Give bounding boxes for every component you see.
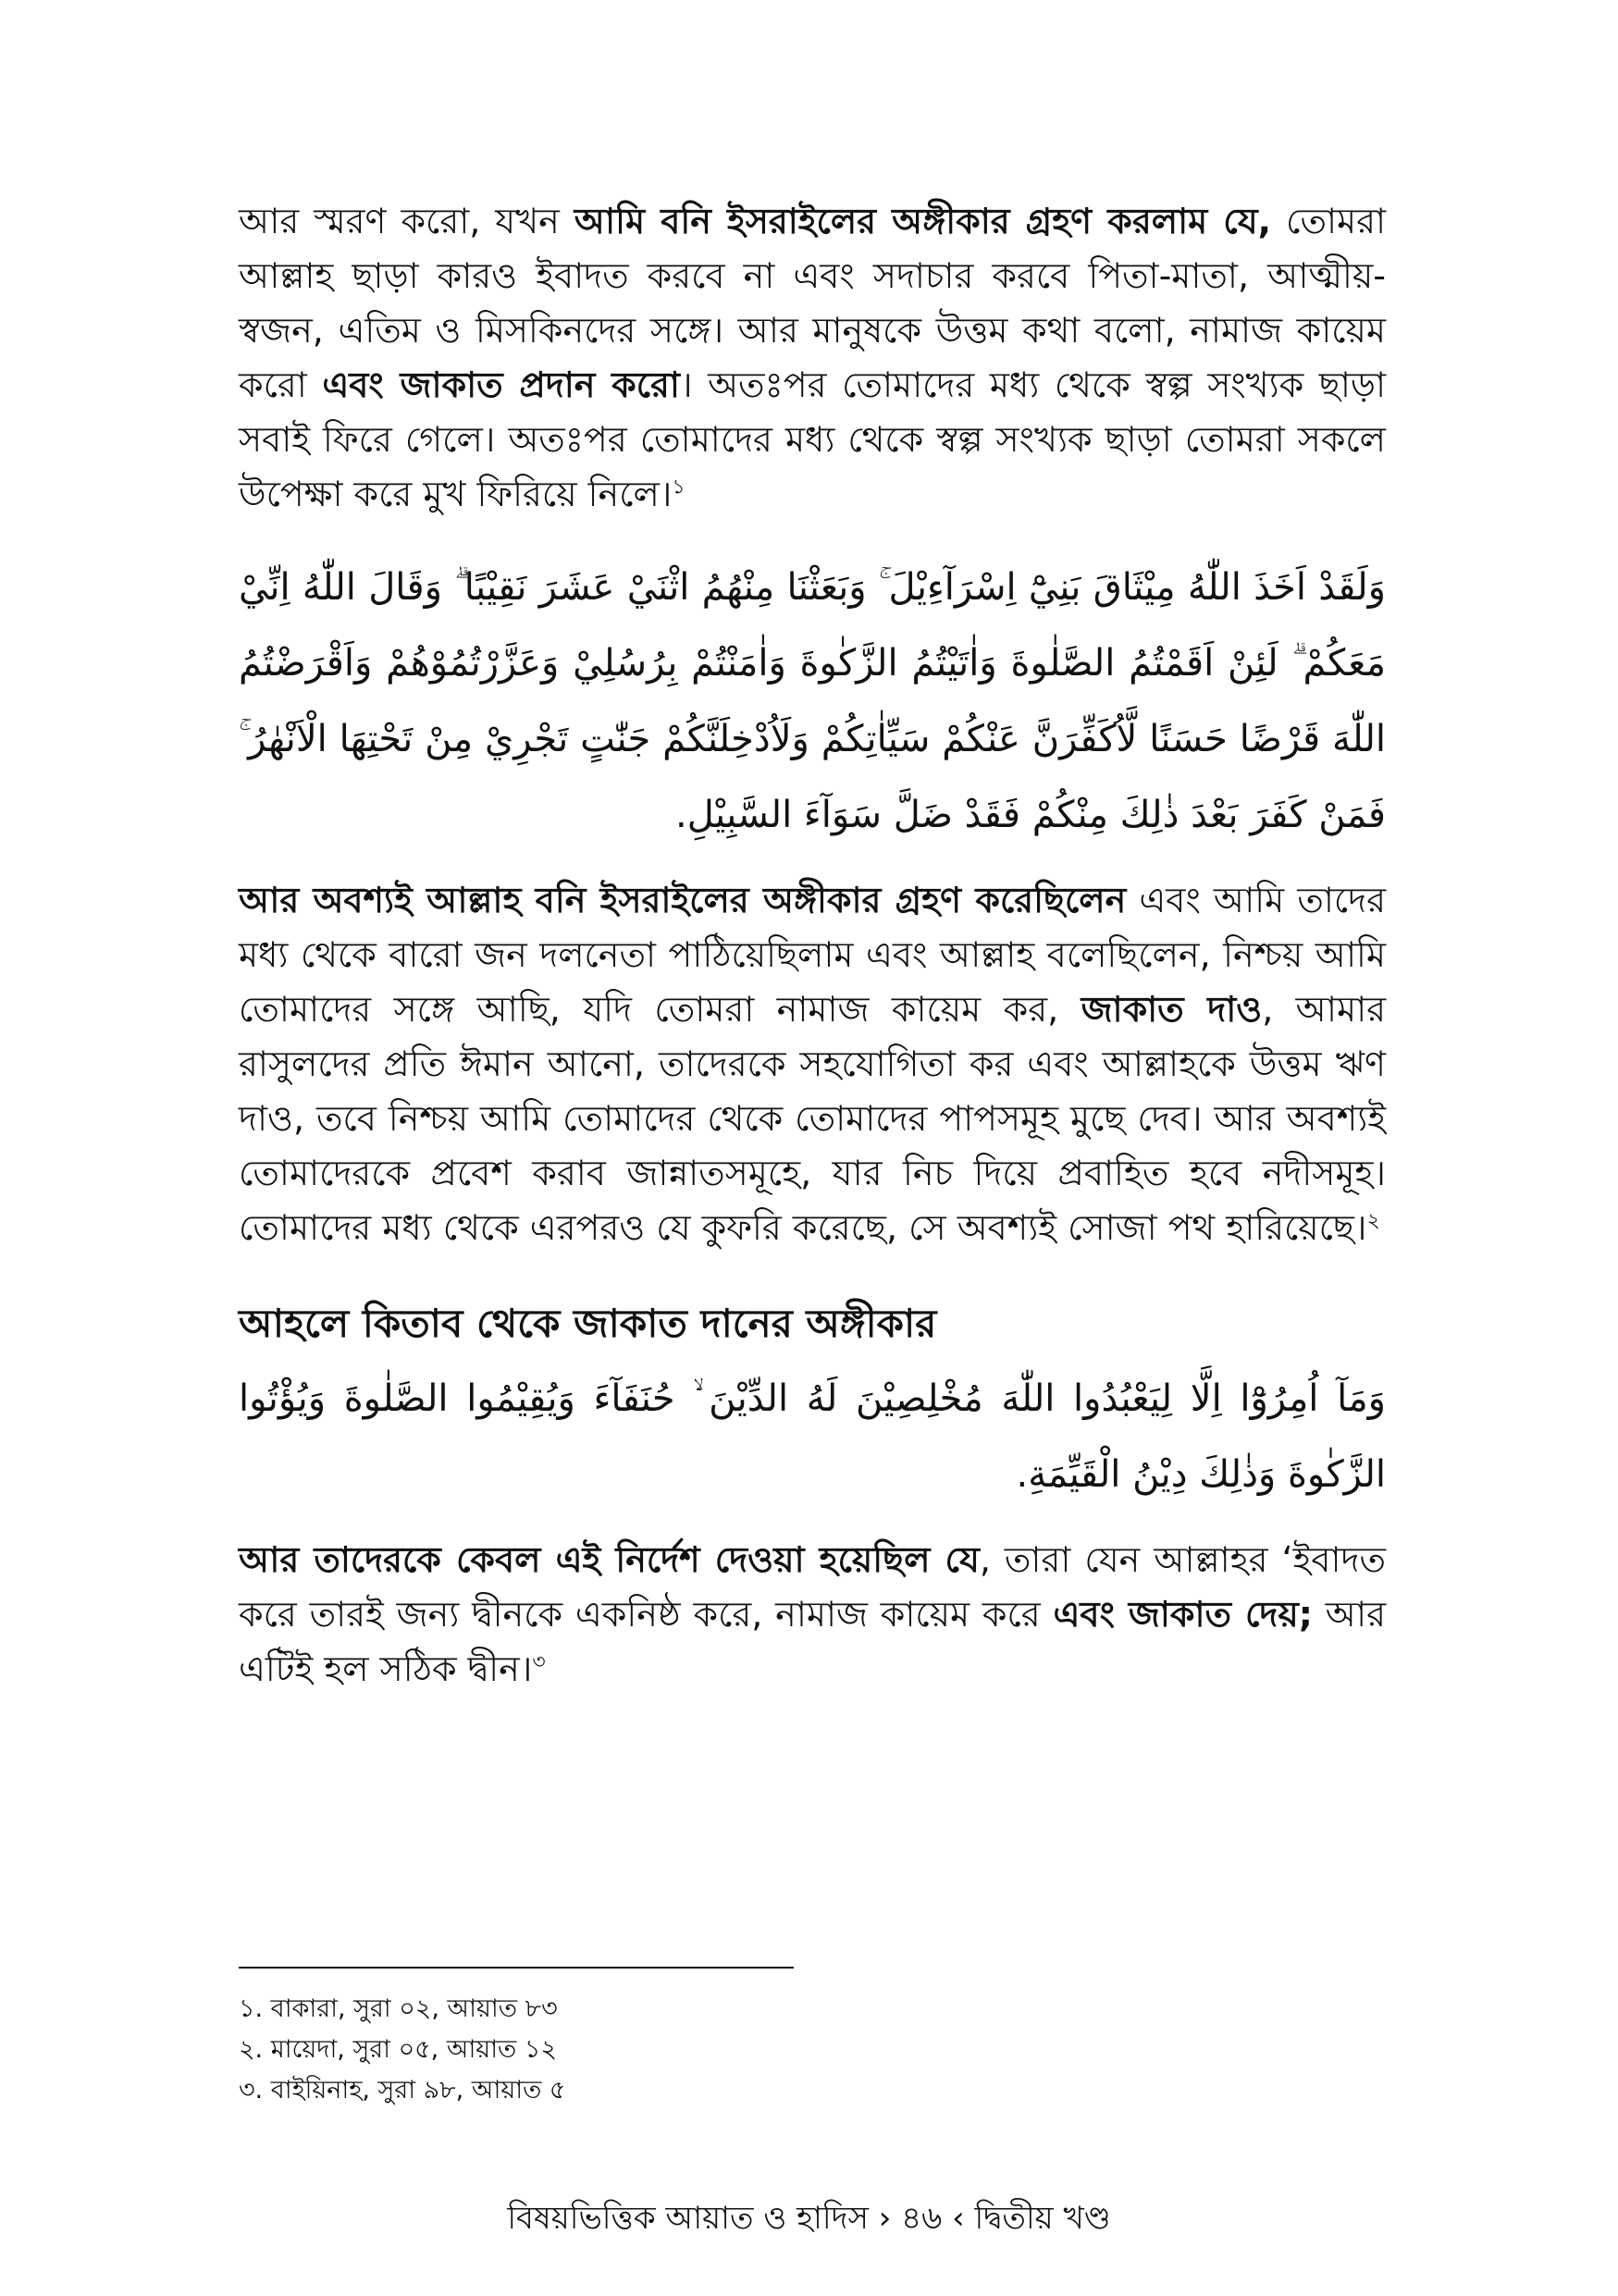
bold-text: আমি বনি ইসরাইলের অঙ্গীকার গ্রহণ করলাম যে, bbox=[574, 201, 1272, 241]
text-run: এবং আমি তাদের মধ্য থেকে বারো জন দলনেতা পাঠিয়েছিলাম এবং আল্লাহ বলেছিলেন, নিশ্চয় আমি তোমাদের সঙ্গে আছি, যদি তোমরা নামাজ কায়েম কর, bbox=[239, 880, 1386, 1030]
footnote-marker-3: ৩ bbox=[532, 1650, 546, 1674]
footnote-marker-2: ২ bbox=[1366, 1209, 1380, 1233]
bold-text: আর অবশ্যই আল্লাহ বনি ইসরাইলের অঙ্গীকার গ্রহণ করেছিলেন bbox=[239, 880, 1127, 920]
translation-paragraph-2 bbox=[239, 873, 1386, 1255]
footnote-3: ৩. বাইয়িনাহ, সুরা ৯৮, আয়াত ৫ bbox=[239, 2076, 566, 2105]
text-run: তোমরা আল্লাহ ছাড়া কারও ইবাদত করবে না এবং সদাচার করবে পিতা-মাতা, আত্মীয়-স্বজন, এতিম ও মিসকিনদের সঙ্গে। আর মানুষকে উত্তম কথা বলো, নামাজ কায়েম করো bbox=[239, 201, 1386, 405]
footnote-marker-1: ১ bbox=[672, 475, 685, 500]
text-run: আর এটিই হল সঠিক দ্বীন। bbox=[239, 1594, 1386, 1689]
footnotes bbox=[239, 1989, 1071, 2111]
arabic-verse-2: وَمَآ اُمِرُوْٓا اِلَّا لِيَعْبُدُوا اللّٰهَ مُخْلِصِيْنَ لَهُ الدِّيْنَ ۙ حُنَفَآءَ وَيُقِيْمُوا الصَّلٰوةَ وَيُؤْتُوا الزَّكٰوةَ وَذٰلِكَ دِيْنُ الْقَيِّمَةِ. bbox=[239, 1377, 1386, 1496]
footnote-divider bbox=[239, 1967, 794, 1969]
bold-text: এবং জাকাত প্রদান করো bbox=[322, 364, 680, 405]
page-footer: বিষয়ভিত্তিক আয়াত ও হাদিস › ৪৬ ‹ দ্বিতীয় খণ্ড bbox=[507, 2200, 1111, 2237]
text-run: আর স্মরণ করো, যখন bbox=[239, 201, 574, 241]
bold-text: জাকাত দাও bbox=[1081, 989, 1263, 1030]
text-run: , তারা যেন আল্লাহর ‘ইবাদত করে তারই জন্য দ্বীনকে একনিষ্ঠ করে, নামাজ কায়েম করে bbox=[239, 1539, 1386, 1635]
bold-text: এবং জাকাত দেয়; bbox=[1053, 1594, 1313, 1635]
footnote-2: ২. মায়েদা, সুরা ০৫, আয়াত ১২ bbox=[239, 2035, 557, 2064]
translation-paragraph-3 bbox=[239, 1533, 1386, 1697]
text-run: । অতঃপর তোমাদের মধ্য থেকে স্বল্প সংখ্যক ছাড়া সবাই ফিরে গেলে। অতঃপর তোমাদের মধ্য থেকে স্বল্প সংখ্যক ছাড়া তোমরা সকলে উপেক্ষা করে মুখ ফিরিয়ে নিলে। bbox=[239, 364, 1387, 514]
footnote-1: ১. বাকারা, সুরা ০২, আয়াত ৮৩ bbox=[239, 1994, 558, 2023]
text-run: , আমার রাসুলদের প্রতি ঈমান আনো, তাদেরকে সহযোগিতা কর এবং আল্লাহকে উত্তম ঋণ দাও, তবে নিশ্চয় আমি তোমাদের থেকে তোমাদের পাপসমূহ মুছে দেব। আর অবশ্যই তোমাদেরকে প্রবেশ করাব জান্নাতসমূহে, যার নিচ দিয়ে প্রবাহিত হবে নদীসমূহ। তোমাদের মধ্য থেকে এরপরও যে কুফরি করেছে, সে অবশ্যই সোজা পথ হারিয়েছে। bbox=[239, 989, 1386, 1248]
bold-text: আর তাদেরকে কেবল এই নির্দেশ দেওয়া হয়েছিল যে bbox=[239, 1539, 980, 1580]
arabic-verse-1: وَلَقَدْ اَخَذَ اللّٰهُ مِيْثَاقَ بَنِيْٓ اِسْرَآءِيْلَ ۚ وَبَعَثْنَا مِنْهُمُ اثْنَيْ عَشَرَ نَقِيْبًا ۗ وَقَالَ اللّٰهُ اِنِّيْ مَعَكُمْ ۗ لَئِنْ اَقَمْتُمُ الصَّلٰوةَ وَاٰتَيْتُمُ الزَّكٰوةَ وَاٰمَنْتُمْ بِرُسُلِيْ وَعَزَّرْتُمُوْهُمْ وَاَقْرَضْتُمُ اللّٰهَ قَرْضًا حَسَنًا لَّاُكَفِّرَنَّ عَنْكُمْ سَيِّاٰتِكُمْ وَلَاُدْخِلَنَّكُمْ جَنّٰتٍ تَجْرِيْ مِنْ تَحْتِهَا الْاَنْهٰرُ ۚ فَمَنْ كَفَرَ بَعْدَ ذٰلِكَ مِنْكُمْ فَقَدْ ضَلَّ سَوَآءَ السَّبِيْلِ. bbox=[239, 566, 1386, 836]
section-heading: আহলে কিতাব থেকে জাকাত দানের অঙ্গীকার bbox=[239, 1301, 937, 1346]
translation-paragraph-1 bbox=[239, 194, 1386, 522]
page-body bbox=[239, 194, 1386, 1724]
